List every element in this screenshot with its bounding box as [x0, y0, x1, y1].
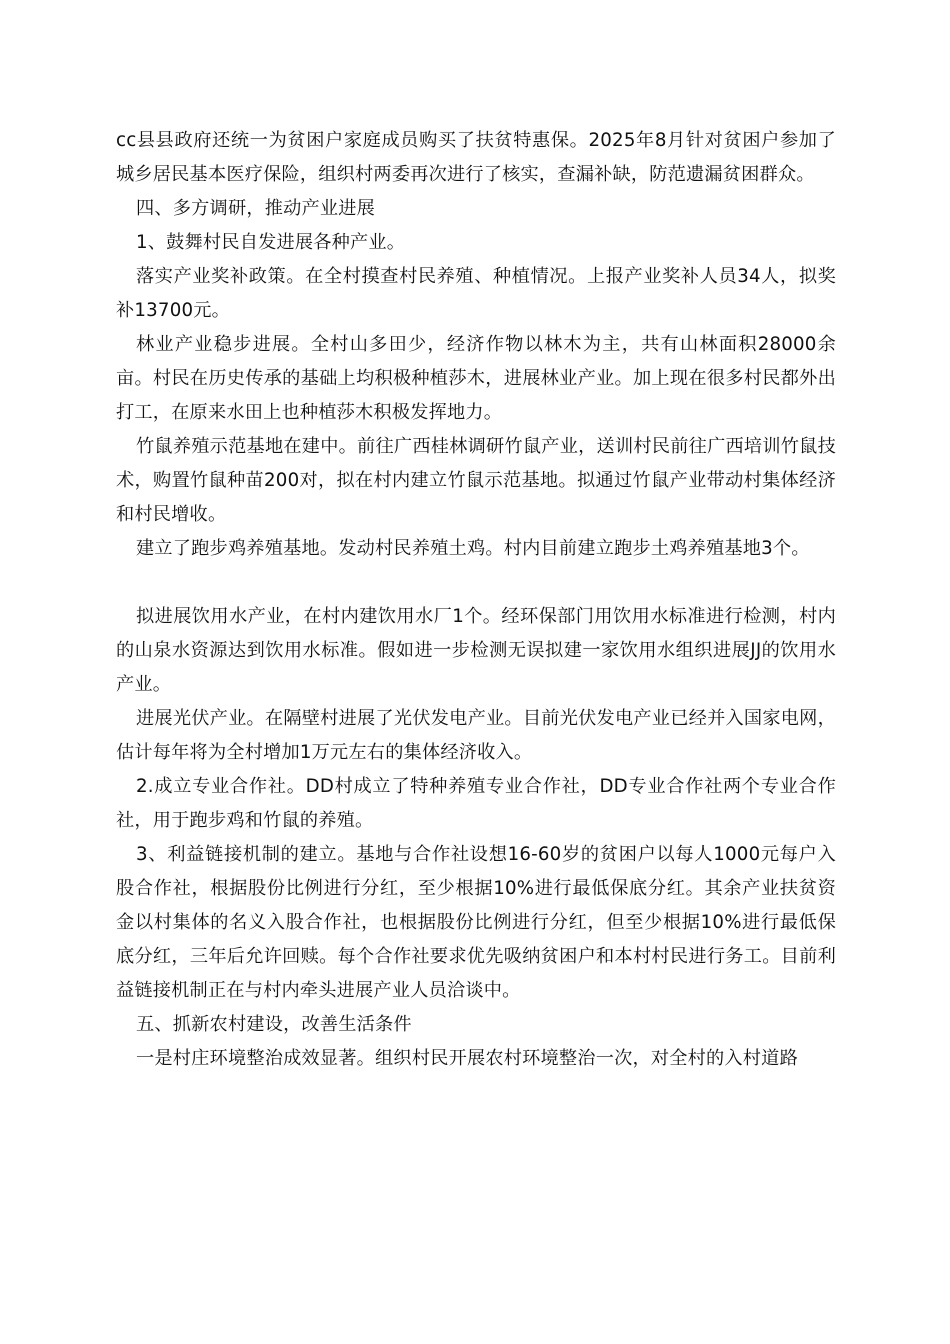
section-heading-industry: 四、多方调研，推动产业进展 — [136, 198, 376, 219]
paragraph-benefit-mechanism: 3、利益链接机制的建立。基地与合作社设想16-60岁的贫困户以每人1000元每户入股合作社，根据股份比例进行分红，至少根据10%进行最低保底分红。其余产业扶贫资金以村集体的名义入股合作社，也根据股份比例进行分红，但至少根据10%进行最低保底分红，三年后允许回赎。每个合作社要求优先吸纳贫困户和本村村民进行务工。目前利益链接机制正在与村内牵头进展产业人员洽谈中。 — [116, 844, 836, 1001]
paragraph-bamboo-rat: 竹鼠养殖示范基地在建中。前往广西桂林调研竹鼠产业，送训村民前往广西培训竹鼠技术，购置竹鼠种苗200对，拟在村内建立竹鼠示范基地。拟通过竹鼠产业带动村集体经济和村民增收。 — [116, 436, 836, 525]
paragraph-subsidy-policy: 落实产业奖补政策。在全村摸查村民养殖、种植情况。上报产业奖补人员34人，拟奖补13700元。 — [116, 266, 836, 321]
subheading-encourage-villagers: 1、鼓舞村民自发进展各种产业。 — [136, 232, 406, 253]
paragraph-drinking-water: 拟进展饮用水产业，在村内建饮用水厂1个。经环保部门用饮用水标准进行检测，村内的山泉水资源达到饮用水标准。假如进一步检测无误拟建一家饮用水组织进展JJ的饮用水产业。 — [116, 606, 836, 695]
paragraph-cooperative: 2.成立专业合作社。DD村成立了特种养殖专业合作社，DD专业合作社两个专业合作社，用于跑步鸡和竹鼠的养殖。 — [116, 776, 836, 831]
section-heading-rural-construction: 五、抓新农村建设，改善生活条件 — [136, 1014, 412, 1035]
document-body — [116, 124, 836, 1076]
paragraph-forestry: 林业产业稳步进展。全村山多田少，经济作物以林木为主，共有山林面积28000余亩。村民在历史传承的基础上均积极种植莎木，进展林业产业。加上现在很多村民都外出打工，在原来水田上也种植莎木积极发挥地力。 — [116, 334, 836, 423]
paragraph-environment: 一是村庄环境整治成效显著。组织村民开展农村环境整治一次，对全村的入村道路 — [136, 1048, 798, 1069]
paragraph-insurance: cc县县政府还统一为贫困户家庭成员购买了扶贫特惠保。2025年8月针对贫困户参加了城乡居民基本医疗保险，组织村两委再次进行了核实，查漏补缺，防范遗漏贫困群众。 — [116, 130, 836, 185]
paragraph-solar: 进展光伏产业。在隔壁村进展了光伏发电产业。目前光伏发电产业已经并入国家电网，估计每年将为全村增加1万元左右的集体经济收入。 — [116, 708, 836, 763]
paragraph-chicken-base: 建立了跑步鸡养殖基地。发动村民养殖土鸡。村内目前建立跑步土鸡养殖基地3个。 — [136, 538, 810, 559]
